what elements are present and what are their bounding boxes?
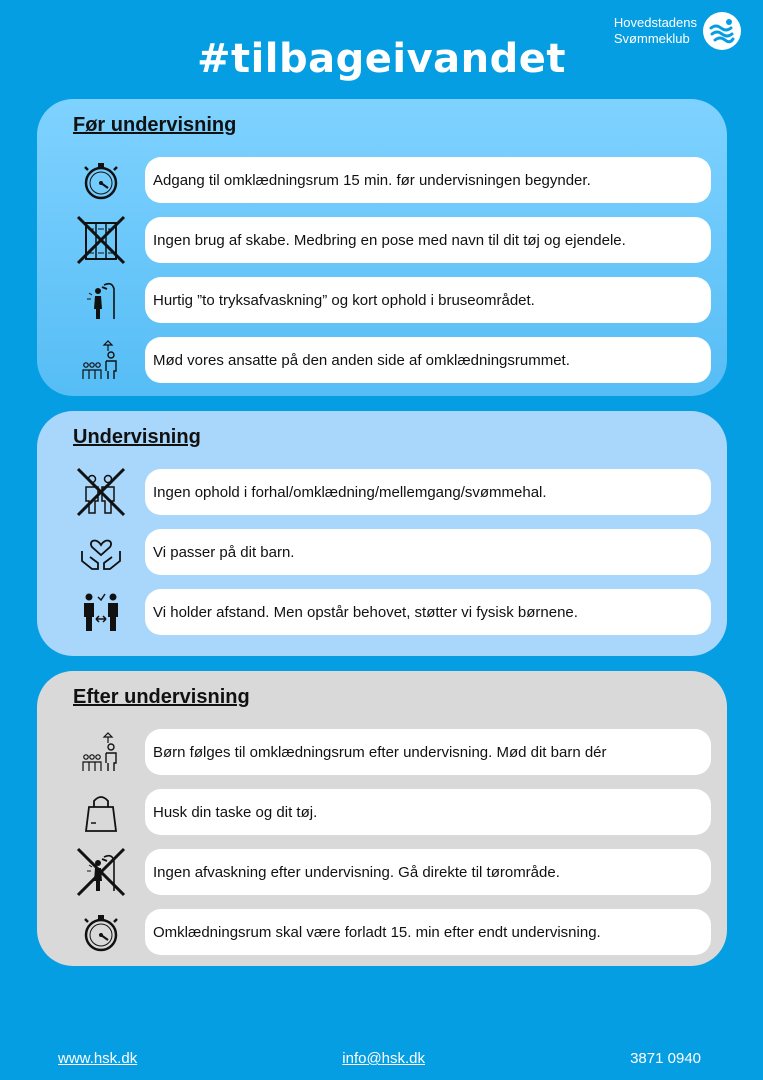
- item-text: Ingen brug af skabe. Medbring en pose med navn til dit tøj og ejendele.: [145, 217, 711, 263]
- stopwatch-icon: [73, 905, 129, 959]
- list-item: [73, 849, 711, 895]
- item-text: Omklædningsrum skal være forladt 15. min efter endt undervisning.: [145, 909, 711, 955]
- shower-icon: [73, 273, 129, 327]
- logo-line-2: Svømmeklub: [613, 31, 690, 46]
- item-text: Husk din taske og dit tøj.: [145, 789, 711, 835]
- section-heading: Før undervisning: [73, 114, 237, 136]
- no-lockers-icon: [73, 213, 129, 267]
- section-before-lesson: [37, 99, 727, 396]
- section-during-lesson: [37, 411, 727, 656]
- caring-hands-icon: [73, 525, 129, 579]
- item-text: Ingen ophold i forhal/omklædning/mellemgang/svømmehal.: [145, 469, 711, 515]
- list-item: [73, 337, 711, 383]
- website-link[interactable]: www.hsk.dk: [58, 1050, 138, 1067]
- section-heading: Undervisning: [73, 426, 201, 448]
- item-text: Vi passer på dit barn.: [145, 529, 711, 575]
- item-text: Ingen afvaskning efter undervisning. Gå direkte til tørområde.: [145, 849, 711, 895]
- phone-number: 3871 0940: [630, 1050, 701, 1067]
- item-text: Hurtig ”to tryksafvaskning” og kort ophold i bruseområdet.: [145, 277, 711, 323]
- staff-meeting-icon: [73, 725, 129, 779]
- list-item: [73, 909, 711, 955]
- list-item: [73, 589, 711, 635]
- distance-icon: [73, 585, 129, 639]
- email-link[interactable]: info@hsk.dk: [342, 1050, 426, 1067]
- item-text: Mød vores ansatte på den anden side af omklædningsrummet.: [145, 337, 711, 383]
- page-title: #tilbageivandet: [196, 36, 567, 82]
- stopwatch-icon: [73, 153, 129, 207]
- list-item: [73, 529, 711, 575]
- no-waiting-icon: [73, 465, 129, 519]
- item-text: Adgang til omklædningsrum 15 min. før undervisningen begynder.: [145, 157, 711, 203]
- list-item: [73, 277, 711, 323]
- logo-line-1: Hovedstadens: [613, 15, 697, 30]
- item-text: Vi holder afstand. Men opstår behovet, støtter vi fysisk børnene.: [145, 589, 711, 635]
- list-item: [73, 469, 711, 515]
- footer: [58, 1050, 701, 1067]
- no-shower-icon: [73, 845, 129, 899]
- bag-icon: [73, 785, 129, 839]
- staff-meeting-icon: [73, 333, 129, 387]
- item-text: Børn følges til omklædningsrum efter undervisning. Mød dit barn dér: [145, 729, 711, 775]
- list-item: [73, 789, 711, 835]
- list-item: [73, 729, 711, 775]
- section-after-lesson: [37, 671, 727, 966]
- section-heading: Efter undervisning: [73, 686, 250, 708]
- list-item: [73, 157, 711, 203]
- list-item: [73, 217, 711, 263]
